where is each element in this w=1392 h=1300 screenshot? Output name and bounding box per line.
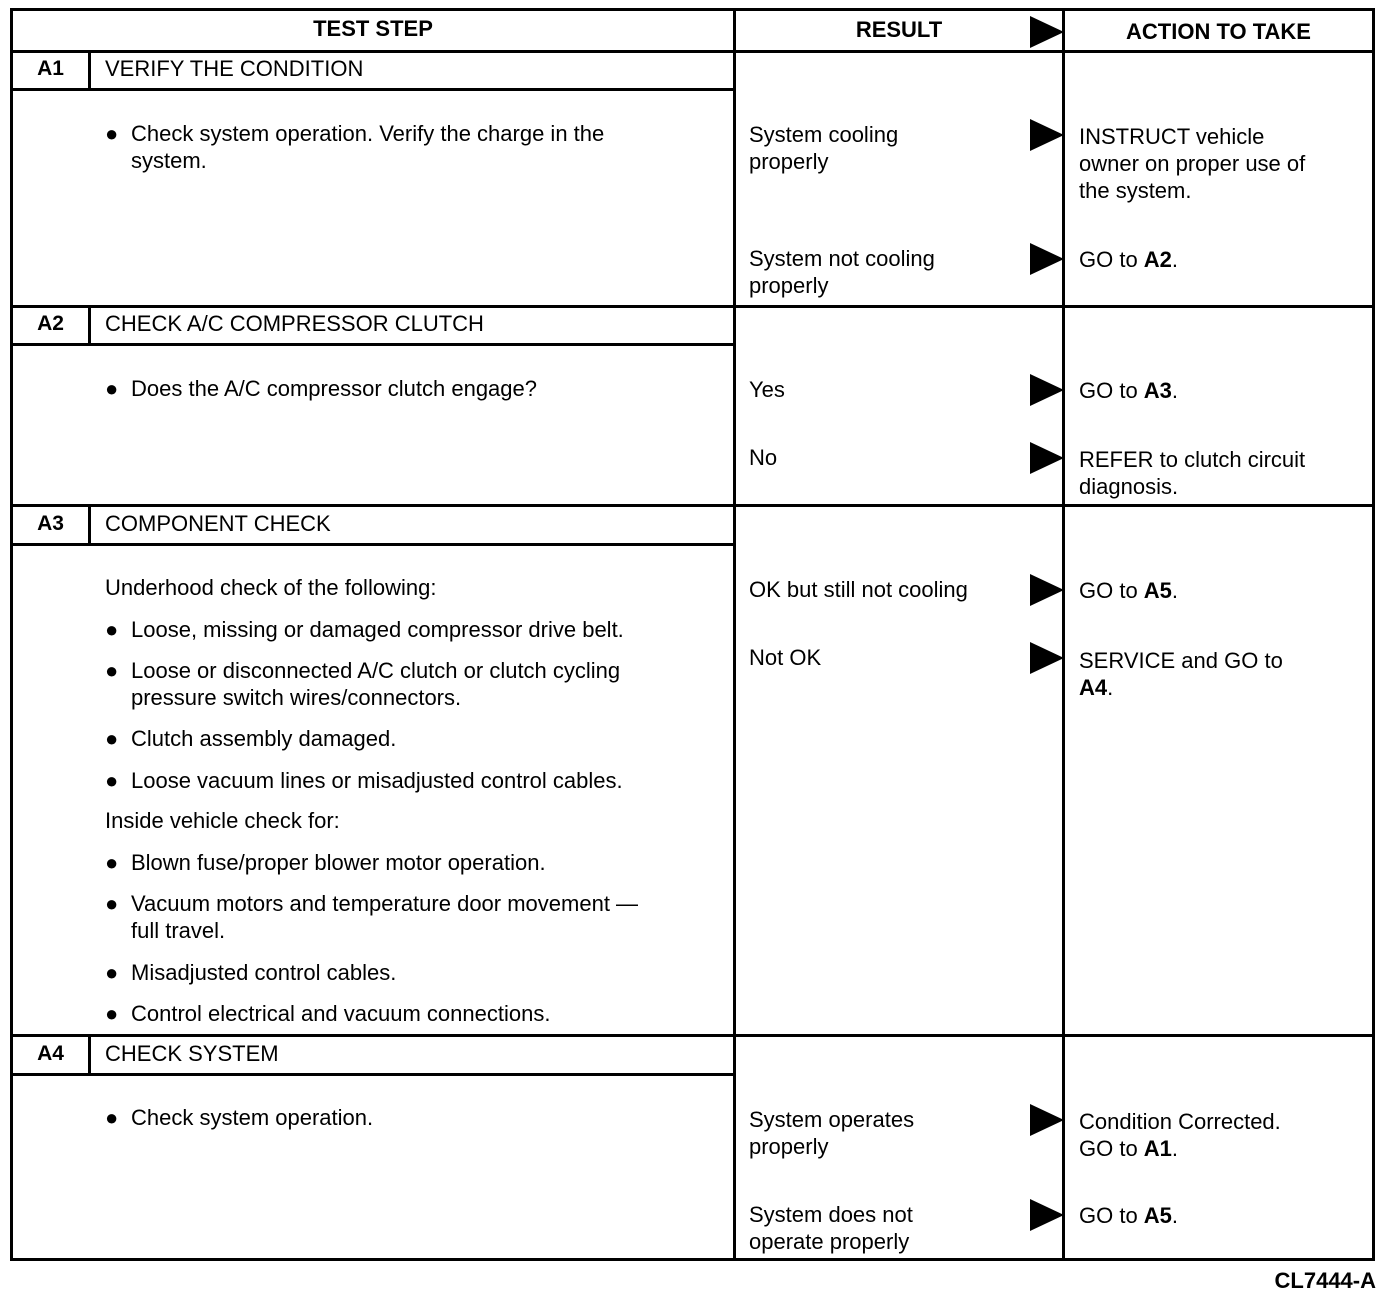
result-text: System cooling properly bbox=[749, 122, 899, 174]
figure-id: CL7444-A bbox=[1274, 1268, 1376, 1293]
result-text: Not OK bbox=[749, 645, 822, 670]
bullet-icon: ● bbox=[105, 121, 119, 146]
col-divider-action bbox=[1062, 8, 1065, 1261]
header-test-step: TEST STEP bbox=[313, 16, 433, 41]
action-text: Condition Corrected. GO to A1. bbox=[1079, 1109, 1281, 1161]
arrow-icon bbox=[1030, 374, 1064, 406]
action-text: GO to A5. bbox=[1079, 578, 1179, 603]
step-intro: Underhood check of the following: bbox=[105, 575, 437, 600]
header-action: ACTION TO TAKE bbox=[1126, 19, 1311, 44]
step-id: A3 bbox=[37, 512, 64, 535]
bullet-icon: ● bbox=[105, 376, 119, 401]
step-id: A1 bbox=[37, 57, 64, 80]
bullet-icon: ● bbox=[105, 658, 119, 683]
result-text: System not cooling properly bbox=[749, 246, 935, 298]
step-intro: Inside vehicle check for: bbox=[105, 808, 340, 833]
result-text: System operates properly bbox=[749, 1107, 915, 1159]
action-text: REFER to clutch circuit diagnosis. bbox=[1079, 447, 1306, 499]
a4-title-bottom bbox=[10, 1073, 735, 1076]
arrow-icon bbox=[1030, 574, 1064, 606]
step-title: COMPONENT CHECK bbox=[105, 511, 331, 536]
arrow-icon bbox=[1030, 442, 1064, 474]
action-text: GO to A3. bbox=[1079, 378, 1179, 403]
a3-title-bottom bbox=[10, 543, 735, 546]
header-arrow-icon bbox=[1030, 16, 1064, 48]
bullet-icon: ● bbox=[105, 960, 119, 985]
arrow-icon bbox=[1030, 243, 1064, 275]
arrow-icon bbox=[1030, 1104, 1064, 1136]
diagnostic-chart: TEST STEP RESULT ACTION TO TAKE A1 VERIFY THE CONDITION ● Check system operation. Verify the charge in the system. System cooling properly INSTRUCT vehicle owner on proper use of the system. System not cooling properly GO to A2. A2 CHECK A/C COMPRESSOR CLUTCH ● Does the A/C compressor clutch engage? Yes GO to A3. No REFER to clutch circuit diagnosis. A3 COMPONENT CHECK Underhood check of the following: ● Loose, missing or damaged compressor drive belt. ● Loose or disconnected A/C clutch or clutch cycling pressure switch wires/connectors. ● Clutch assembly damaged. ● Loose vacuum lines or misadjusted control cables. Inside vehicle check for: ● Blown fuse/proper blower motor operation. ● Vacuum motors and temperature door movement — full travel. ● Misadjusted control cables. ● Control electrical and vacuum connections. OK but still not cooling GO to A5. Not OK SERVICE and GO to A4. A4 CHECK SYSTEM ● Check system operation. System operates properly Condition Corrected. GO to A1. System does not operate properly GO to A5. CL7444-A bbox=[0, 0, 1392, 1300]
step-title: CHECK SYSTEM bbox=[105, 1041, 279, 1066]
result-text: No bbox=[749, 445, 778, 470]
a3-id-divider bbox=[88, 504, 91, 545]
arrow-icon bbox=[1030, 1199, 1064, 1231]
action-text: GO to A2. bbox=[1079, 247, 1179, 272]
bullet-icon: ● bbox=[105, 1001, 119, 1026]
a1-id-divider bbox=[88, 50, 91, 90]
bullet-icon: ● bbox=[105, 1105, 119, 1130]
step-title: VERIFY THE CONDITION bbox=[105, 56, 364, 81]
action-text: SERVICE and GO to A4. bbox=[1079, 648, 1283, 700]
frame-right bbox=[1372, 8, 1375, 1261]
step-title: CHECK A/C COMPRESSOR CLUTCH bbox=[105, 311, 484, 336]
a1-title-bottom bbox=[10, 88, 735, 91]
a2-id-divider bbox=[88, 305, 91, 345]
action-text: GO to A5. bbox=[1079, 1203, 1179, 1228]
header-result: RESULT bbox=[855, 17, 943, 42]
result-text: OK but still not cooling bbox=[749, 577, 968, 602]
arrow-icon bbox=[1030, 642, 1064, 674]
step-id: A4 bbox=[37, 1042, 64, 1065]
result-text: Yes bbox=[749, 377, 785, 402]
bullet-icon: ● bbox=[105, 617, 119, 642]
arrow-icon bbox=[1030, 119, 1064, 151]
bullet-icon: ● bbox=[105, 850, 119, 875]
action-text: INSTRUCT vehicle owner on proper use of the system. bbox=[1079, 124, 1306, 203]
bullet-icon: ● bbox=[105, 891, 119, 916]
step-id: A2 bbox=[37, 312, 64, 335]
a4-id-divider bbox=[88, 1034, 91, 1075]
bullet-icon: ● bbox=[105, 768, 119, 793]
a2-title-bottom bbox=[10, 343, 735, 346]
bullet-icon: ● bbox=[105, 726, 119, 751]
frame-bottom bbox=[10, 1258, 1375, 1261]
result-text: System does not operate properly bbox=[749, 1202, 913, 1254]
